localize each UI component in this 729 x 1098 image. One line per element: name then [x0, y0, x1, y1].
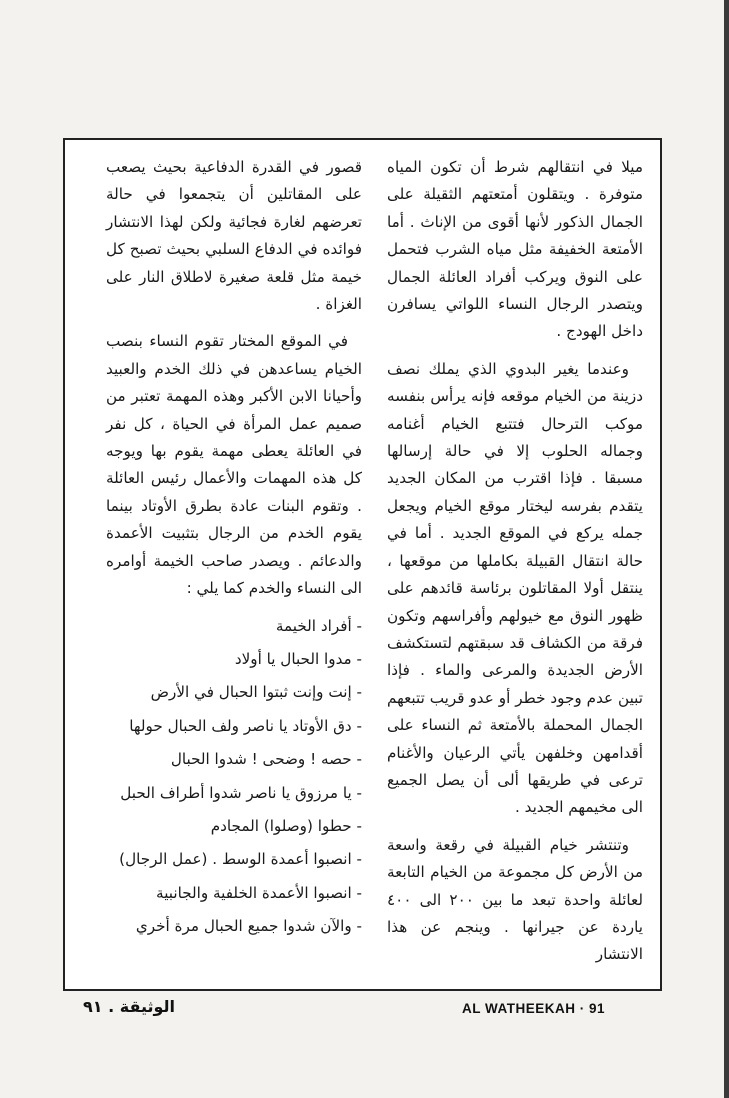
- paragraph: قصور في القدرة الدفاعية بحيث يصعب على المقاتلين أن يتجمعوا في حالة تعرضهم لغارة فجائية ولكن لهذا الانتشار فوائده في الدفاع السلبي بحيث تصبح كل خيمة مثل قلعة صغيرة لاطلاق النار على الغزاة .: [106, 158, 362, 314]
- list-item: - والآن شدوا جميع الحبال مرة أخري: [106, 913, 362, 940]
- list-item: - إنت وإنت ثبتوا الحبال في الأرض: [106, 679, 362, 706]
- right-column: [387, 154, 643, 979]
- list-item: - حصه ! وضحى ! شدوا الحبال: [106, 746, 362, 773]
- list-item: - انصبوا الأعمدة الخلفية والجانبية: [106, 880, 362, 907]
- list-item: - انصبوا أعمدة الوسط . (عمل الرجال): [106, 846, 362, 873]
- list-item: - يا مرزوق يا ناصر شدوا أطراف الحبل: [106, 780, 362, 807]
- article-frame: [63, 138, 662, 991]
- paragraph: في الموقع المختار تقوم النساء بنصب الخيام يساعدهن في ذلك الخدم والعبيد وأحيانا الابن الأكبر وهذه المهمة تعتبر من صميم عمل المرأة في الحياة ، كل نفر في العائلة يعطى مهمة يقوم بها ويوجه كل هذه المهمات والأعمال رئيس العائلة . وتقوم البنات عادة بطرق الأوتاد بينما يقوم الخدم من الرجال بتثبيت الأعمدة والدعائم . ويصدر صاحب الخيمة أوامره الى النساء والخدم كما يلي :: [106, 332, 362, 598]
- list-item: - دق الأوتاد يا ناصر ولف الحبال حولها: [106, 713, 362, 740]
- tent-commands-list: [106, 613, 362, 941]
- list-item: - مدوا الحبال يا أولاد: [106, 646, 362, 673]
- left-column: [106, 154, 362, 947]
- page-footer-arabic: الوثيقة . ٩١: [83, 997, 176, 1016]
- paragraph: وتنتشر خيام القبيلة في رقعة واسعة من الأرض كل مجموعة من الخيام التابعة لعائلة واحدة تبعد ما بين ٢٠٠ الى ٤٠٠ ياردة عن جيرانها . وينجم عن هذا الانتشار: [387, 835, 643, 964]
- paragraph: ميلا في انتقالهم شرط أن تكون المياه متوفرة . ويتقلون أمتعتهم الثقيلة على الجمال الذكور لأنها أقوى من الإناث . أما الأمتعة الخفيفة مثل مياه الشرب فتحمل على النوق ويركب أفراد العائلة الجمال ويتصدر الرجال النساء اللواتي يسافرن داخل الهودج .: [387, 158, 643, 341]
- paragraph: وعندما يغير البدوي الذي يملك نصف دزينة من الخيام موقعه فإنه يرأس بنفسه موكب الترحال فتتبع الخيام أغنامه وجماله الحلوب إلا في حالة إرسالها مسبقا . فإذا اقترب من المكان الجديد يتقدم بفرسه ليختار موقع الخيام ويجعل جمله يركع في الموقع الجديد . أما في حالة انتقال القبيلة بكاملها من موقعها ، ينتقل أولا المقاتلون برئاسة قائدهم على ظهور النوق مع خيولهم وأفراسهم وتكون فرقة من الكشاف قد سبقتهم لتستكشف الأرض الجديدة والمرعى والماء . فإذا تبين عدم وجود خطر أو عدو قريب تتبعهم الجمال المحملة بالأمتعة ثم النساء على أقدامهن وخلفهن يأتي الرعيان والأغنام ترعى في طريقها ألى أن يصل الجميع الى مخيمهم الجديد .: [387, 359, 643, 817]
- list-item: - حطوا (وصلوا) المجادم: [106, 813, 362, 840]
- page-footer-latin: AL WATHEEKAH · 91: [462, 1001, 606, 1016]
- scan-edge: [724, 0, 729, 1098]
- list-item: - أفراد الخيمة: [106, 613, 362, 640]
